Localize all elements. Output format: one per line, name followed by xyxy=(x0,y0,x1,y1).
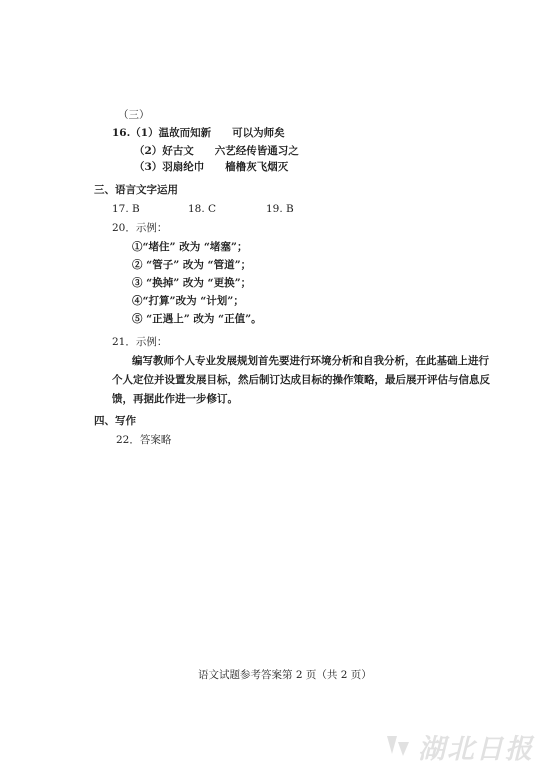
q20-item: ⑤ “正遇上” 改为 “正值”。 xyxy=(132,313,262,325)
page-footer: 语文试题参考答案第 2 页（共 2 页） xyxy=(198,669,372,681)
q21-heading: 21．示例： xyxy=(112,336,168,348)
q18-answer: 18. C xyxy=(188,203,217,215)
brand-swoosh-icon xyxy=(384,732,412,761)
q21-paragraph-line: 编写教师个人专业发展规划首先要进行环境分析和自我分析，在此基础上进行 xyxy=(132,355,489,367)
q20-item: ③ “换掉” 改为 “更换”； xyxy=(132,277,252,289)
q22-answer: 22．答案略 xyxy=(116,434,172,446)
watermark-text: 湖北日报 xyxy=(418,733,534,765)
q16-answer-3: （3）羽扇纶巾 樯橹灰飞烟灭 xyxy=(134,161,289,173)
q16-answer-1: 16.（1）温故而知新 可以为师矣 xyxy=(112,127,285,139)
q19-answer: 19. B xyxy=(266,203,294,215)
q20-heading: 20．示例： xyxy=(112,222,168,234)
q20-item: ④“打算”改为 “计划”； xyxy=(132,295,244,307)
q20-item: ② “管子” 改为 “管道”； xyxy=(132,259,252,271)
subsection-heading: （三） xyxy=(118,109,150,121)
section-heading-language: 三、语言文字运用 xyxy=(94,184,178,196)
q20-item: ①“堵住” 改为 “堵塞”； xyxy=(132,241,248,253)
q21-paragraph-line: 馈，再据此作进一步修订。 xyxy=(112,393,238,405)
section-heading-writing: 四、写作 xyxy=(94,415,136,427)
q21-paragraph-line: 个人定位并设置发展目标，然后制订达成目标的操作策略，最后展开评估与信息反 xyxy=(112,374,490,386)
watermark-logo xyxy=(384,728,542,764)
q17-answer: 17. B xyxy=(112,203,140,215)
q16-answer-2: （2）好古文 六艺经传皆通习之 xyxy=(134,145,299,157)
